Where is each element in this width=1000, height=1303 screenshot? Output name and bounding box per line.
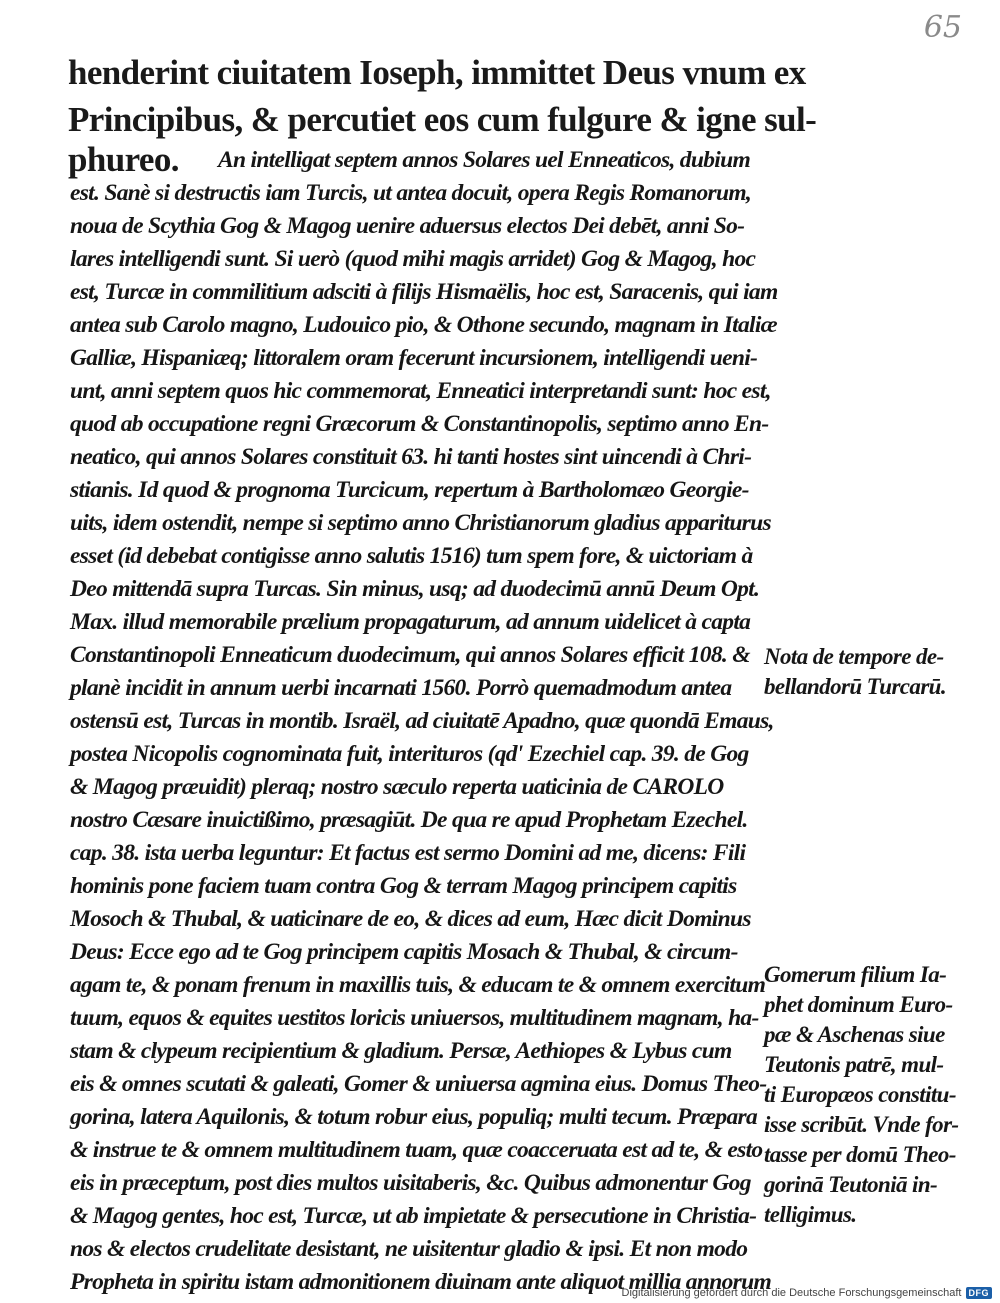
body-line: lares intelligendi sunt. Si uerò (quod mihi magis arridet) Gog & Magog, hoc: [70, 246, 756, 272]
body-line: ostensū est, Turcas in montib. Israël, ad ciuitatē Apadno, quæ quondā Emaus,: [70, 708, 774, 734]
body-line: est. Sanè si destructis iam Turcis, ut antea docuit, opera Regis Romanorum,: [70, 180, 752, 206]
header-line: Principibus, & percutiet eos cum fulgure & igne sul-: [68, 100, 817, 139]
body-line: stianis. Id quod & prognoma Turcicum, repertum à Bartholomæo Georgie-: [70, 477, 749, 503]
body-line: & Magog gentes, hoc est, Turcæ, ut ab impietate & persecutione in Christia-: [70, 1203, 757, 1229]
body-line: noua de Scythia Gog & Magog uenire aduersus electos Dei debēt, anni So-: [70, 213, 745, 239]
body-line: Max. illud memorabile prælium propagaturum, ad annum uidelicet à capta: [70, 609, 751, 635]
marginal-note-line: Gomerum filium Ia-: [764, 962, 947, 987]
body-line: nostro Cæsare inuictißimo, præsagiūt. De qua re apud Prophetam Ezechel.: [70, 807, 748, 833]
body-line: gorina, latera Aquilonis, & totum robur eius, populiq; multi tecum. Præpara: [70, 1104, 758, 1130]
body-line: Propheta in spiritu istam admonitionem diuinam ante aliquot millia annorum: [70, 1269, 772, 1295]
marginal-note-line: gorinā Teutoniā in-: [764, 1172, 938, 1197]
marginal-note-line: Nota de tempore de-: [764, 644, 944, 669]
marginal-note-line: bellandorū Turcarū.: [764, 674, 947, 699]
marginal-note-line: tasse per domū Theo-: [764, 1142, 956, 1167]
marginal-note-line: Teutonis patrē, mul-: [764, 1052, 944, 1077]
body-line: uits, idem ostendit, nempe si septimo anno Christianorum gladius appariturus: [70, 510, 771, 536]
body-line: eis in præceptum, post dies multos uisitaberis, &c. Quibus admonentur Gog: [70, 1170, 751, 1196]
body-line: cap. 38. ista uerba leguntur: Et factus est sermo Domini ad me, dicens: Fili: [70, 840, 746, 866]
body-line: Galliæ, Hispaniæq; littoralem oram fecerunt incursionem, intelligendi ueni-: [70, 345, 758, 371]
body-line: quod ab occupatione regni Græcorum & Constantinopolis, septimo anno En-: [70, 411, 769, 437]
body-line: Deo mittendā supra Turcas. Sin minus, usq; ad duodecimū annū Deum Opt.: [70, 576, 760, 602]
body-line: eis & omnes scutati & galeati, Gomer & uniuersa agmina eius. Domus Theo-: [70, 1071, 767, 1097]
marginal-note-line: phet dominum Euro-: [764, 992, 953, 1017]
body-line: tuum, equos & equites uestitos loricis uniuersos, multitudinem magnam, ha-: [70, 1005, 759, 1031]
marginal-note-line: isse scribūt. Vnde for-: [764, 1112, 959, 1137]
folio-number: 65: [923, 10, 962, 45]
body-line: esset (id debebat contigisse anno salutis 1516) tum spem fore, & uictoriam à: [70, 543, 753, 569]
body-line: unt, anni septem quos hic commemorat, Enneatici interpretandi sunt: hoc est,: [70, 378, 771, 404]
body-line: & instrue te & omnem multitudinem tuam, quæ coacceruata est ad te, & esto: [70, 1137, 763, 1163]
body-line: Constantinopoli Enneaticum duodecimum, qui annos Solares efficit 108. &: [70, 642, 750, 668]
header-line: henderint ciuitatem Ioseph, immittet Deus vnum ex: [68, 53, 806, 92]
body-line: stam & clypeum recipientium & gladium. Persæ, Aethiopes & Lybus cum: [70, 1038, 732, 1064]
body-line: nos & electos crudelitate desistant, ne uisitentur gladio & ipsi. Et non modo: [70, 1236, 748, 1262]
marginal-note-line: pæ & Aschenas siue: [764, 1022, 945, 1047]
body-line: agam te, & ponam frenum in maxillis tuis, & educam te & omnem exercitum: [70, 972, 766, 998]
body-line: Mosoch & Thubal, & uaticinare de eo, & dices ad eum, Hæc dicit Dominus: [70, 906, 751, 932]
body-line: hominis pone faciem tuam contra Gog & terram Magog principem capitis: [70, 873, 737, 899]
body-line: postea Nicopolis cognominata fuit, interituros (qd' Ezechiel cap. 39. de Gog: [70, 741, 749, 767]
dfg-logo: DFG: [966, 1287, 993, 1299]
body-line: Deus: Ecce ego ad te Gog principem capitis Mosach & Thubal, & circum-: [70, 939, 738, 965]
body-line: neatico, qui annos Solares constituit 63. hi tanti hostes sint uincendi à Chri-: [70, 444, 752, 470]
marginal-note-line: ti Europæos constitu-: [764, 1082, 956, 1107]
body-line: planè incidit in annum uerbi incarnati 1560. Porrò quemadmodum antea: [70, 675, 732, 701]
body-line: antea sub Carolo magno, Ludouico pio, & Othone secundo, magnam in Italiæ: [70, 312, 777, 338]
header-line: phureo.: [68, 140, 179, 179]
digitization-footer: [622, 1287, 992, 1299]
footer-text: Digitalisierung gefördert durch die Deutsche Forschungsgemeinschaft: [621, 1287, 962, 1299]
marginal-note-line: telligimus.: [764, 1202, 857, 1227]
body-line: est, Turcæ in commilitium adsciti à filijs Hismaëlis, hoc est, Saracenis, qui iam: [70, 279, 778, 305]
body-line: & Magog præuidit) pleraq; nostro sæculo reperta uaticinia de CAROLO: [70, 774, 724, 800]
body-line: An intelligat septem annos Solares uel Enneaticos, dubium: [218, 147, 751, 173]
